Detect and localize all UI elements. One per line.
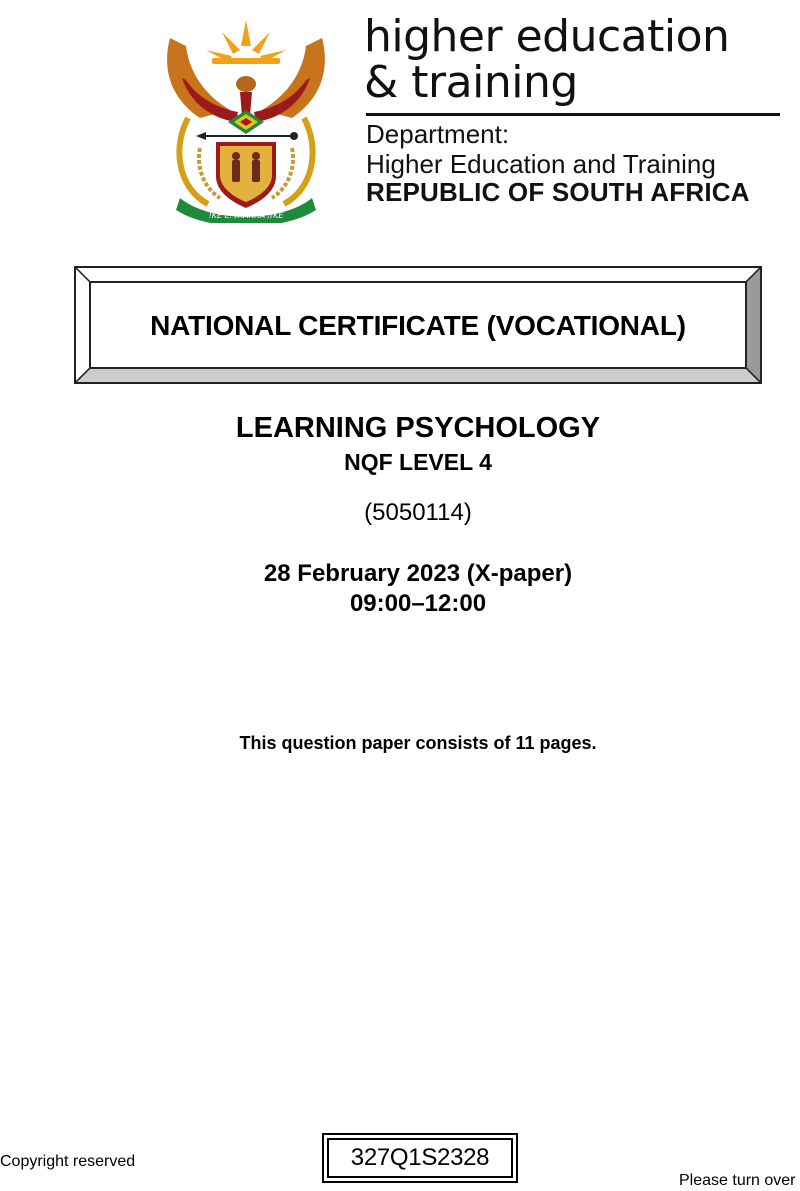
paper-code-box xyxy=(322,1133,518,1183)
nqf-level: NQF LEVEL 4 xyxy=(344,449,492,475)
department-name: Higher Education and Training xyxy=(366,149,716,179)
country-name: REPUBLIC OF SOUTH AFRICA xyxy=(366,177,750,207)
qualification-title: NATIONAL CERTIFICATE (VOCATIONAL) xyxy=(150,310,686,341)
dhet-logo-divider xyxy=(366,113,780,116)
svg-text:!KE E: /XARRA //KE: !KE E: /XARRA //KE xyxy=(208,211,284,220)
exam-date: 28 February 2023 (X-paper) xyxy=(263,560,573,587)
page-count-note: This question paper consists of 11 pages. xyxy=(239,733,597,753)
paper-code: 327Q1S2328 xyxy=(327,1138,513,1178)
copyright-notice: Copyright reserved xyxy=(0,1153,136,1170)
dhet-logo-line1: higher education xyxy=(364,11,730,62)
subject-code: (5050114) xyxy=(364,499,472,526)
subject-title: LEARNING PSYCHOLOGY xyxy=(235,412,601,444)
coat-of-arms-logo xyxy=(160,18,332,223)
department-label: Department: xyxy=(366,119,510,149)
coat-of-arms-icon xyxy=(160,18,332,223)
turn-over-note: Please turn over xyxy=(679,1172,796,1189)
dhet-logo-line2: & training xyxy=(364,57,578,108)
exam-time: 09:00–12:00 xyxy=(349,590,487,617)
